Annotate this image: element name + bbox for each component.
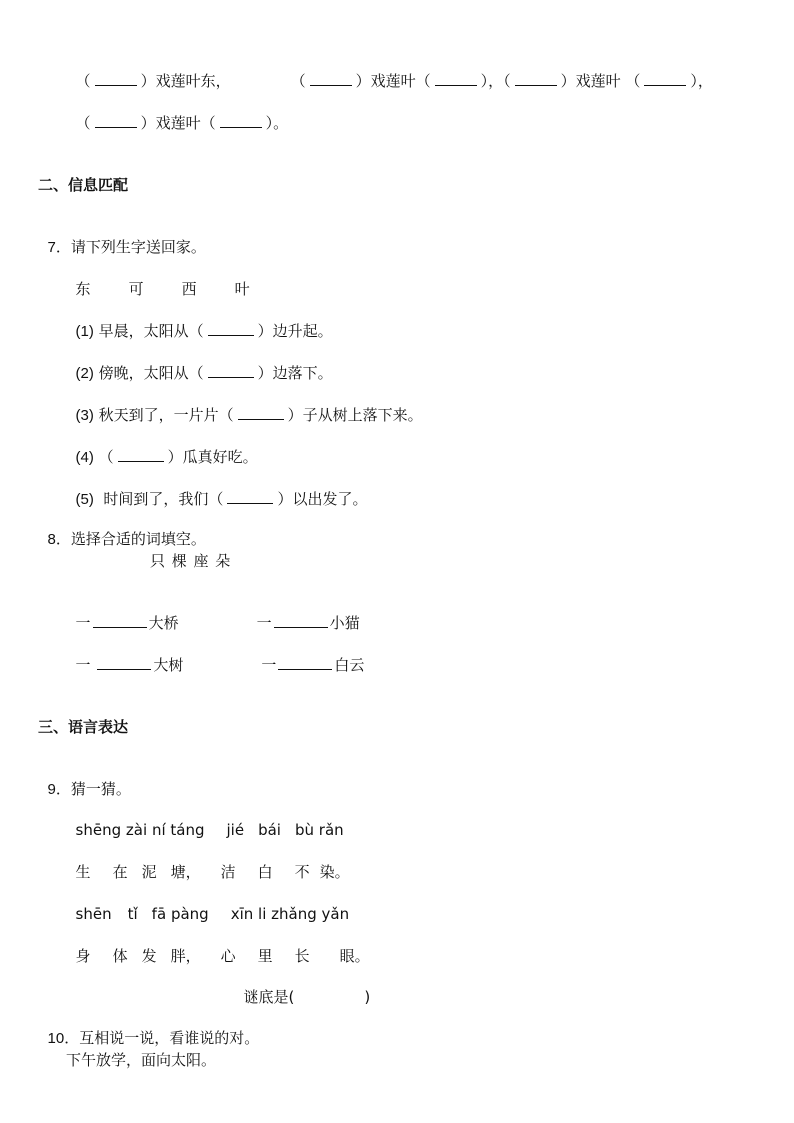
word-bank: 只 棵 座 朵 (150, 552, 231, 570)
pinyin: jié (226, 821, 245, 839)
answer-blank[interactable] (97, 656, 151, 670)
section-title: 二、信息匹配 (38, 176, 129, 194)
hanzi: 洁 (220, 863, 236, 881)
pinyin: shēn (75, 905, 112, 923)
hanzi: 泥 (141, 863, 157, 881)
answer-blank[interactable] (274, 614, 328, 628)
q7-item (66, 301, 333, 342)
answer-blank[interactable] (227, 490, 273, 504)
question-prompt: 互相说一说，看谁说的对。 (79, 1029, 260, 1047)
item-label: (1) (75, 323, 94, 340)
q8-row (66, 635, 364, 675)
item-text: ）边落下。 (257, 364, 333, 382)
hanzi: 眼。 (339, 947, 370, 965)
pinyin-line (66, 884, 349, 924)
item-text: 早晨，太阳从（ (93, 322, 204, 340)
poem-line-1 (66, 51, 713, 91)
item-text: ）以出发了。 (277, 490, 368, 508)
answer-blank[interactable] (208, 322, 254, 336)
noun: 大桥 (148, 614, 179, 632)
pinyin: rǎn (318, 821, 344, 839)
q8-row (66, 593, 360, 633)
pinyin-line (66, 800, 344, 840)
hanzi: 胖， (170, 947, 201, 965)
hanzi: 生 (75, 863, 91, 881)
pinyin: shēng (75, 821, 122, 839)
question-number: 7． (47, 239, 71, 256)
pinyin: zài (125, 821, 148, 839)
pinyin: xīn (230, 905, 254, 923)
answer-blank[interactable] (435, 72, 477, 86)
pinyin: ní (151, 821, 166, 839)
answer-blank[interactable] (310, 72, 352, 86)
answer-blank[interactable] (95, 72, 137, 86)
noun: 小猫 (329, 614, 360, 632)
answer-blank[interactable] (93, 614, 147, 628)
item-text: 秋天到了，一片片（ (93, 406, 234, 424)
text-fragment: ）戏莲叶 （ (560, 72, 641, 90)
pinyin: zhǎng (271, 905, 317, 923)
item-label: (3) (75, 407, 94, 424)
text-fragment: ）戏莲叶东， (140, 72, 231, 90)
item-text: 时间到了，我们（ (93, 490, 224, 508)
pinyin: bái (258, 821, 281, 839)
hanzi: 塘， (170, 863, 201, 881)
question-number: 8． (47, 531, 71, 548)
char-option: 叶 (234, 280, 250, 298)
measure-prefix: 一 (256, 614, 272, 632)
char-bank (66, 259, 250, 299)
char-option: 东 (75, 280, 91, 298)
question-10 (38, 1008, 259, 1049)
question-9 (38, 759, 131, 800)
measure-prefix: 一 (75, 656, 96, 674)
hanzi: 白 (257, 863, 273, 881)
item-text: 傍晚，太阳从（ (93, 364, 204, 382)
text-fragment: ），（ (480, 72, 511, 90)
hanzi: 心 (220, 947, 236, 965)
question-8 (38, 509, 206, 550)
answer-blank[interactable] (515, 72, 557, 86)
pinyin: tǐ (127, 905, 138, 923)
pinyin: fā (151, 905, 167, 923)
measure-prefix: 一 (261, 656, 277, 674)
question-7 (38, 217, 206, 258)
paren-open: （ (290, 72, 306, 90)
q7-item (66, 343, 333, 384)
measure-prefix: 一 (75, 614, 91, 632)
q7-item (66, 469, 367, 510)
answer-label: 谜底是( (243, 988, 295, 1006)
text-fragment: ）。 (265, 114, 289, 132)
text-fragment: ）戏莲叶（ (140, 114, 216, 132)
item-label: (4) (75, 449, 94, 466)
paren-open: （ (75, 72, 91, 90)
pinyin: pàng (170, 905, 209, 923)
question-prompt: 请下列生字送回家。 (70, 238, 206, 256)
section-title: 三、语言表达 (38, 718, 129, 736)
text-fragment: ）戏莲叶（ (355, 72, 431, 90)
answer-blank[interactable] (220, 114, 262, 128)
q7-item (66, 427, 258, 468)
pinyin: táng (170, 821, 205, 839)
noun: 白云 (334, 656, 365, 674)
answer-blank[interactable] (95, 114, 137, 128)
question-prompt: 猜一猜。 (70, 780, 131, 798)
question-prompt: 选择合适的词填空。 (70, 530, 206, 548)
item-text: ）瓜真好吃。 (167, 448, 258, 466)
hanzi: 身 (75, 947, 91, 965)
hanzi: 不 (294, 863, 310, 881)
char-option: 西 (181, 280, 197, 298)
q10-text: 下午放学，面向太阳。 (66, 1051, 217, 1069)
item-text: （ (93, 448, 114, 466)
paren-open: （ (75, 114, 91, 132)
char-option: 可 (128, 280, 144, 298)
pinyin: yǎn (321, 905, 350, 923)
answer-blank[interactable] (118, 448, 164, 462)
question-number: 10． (47, 1030, 80, 1047)
hanzi: 发 (141, 947, 157, 965)
q7-item (66, 385, 423, 426)
item-label: (5) (75, 491, 94, 508)
item-text: ）子从树上落下来。 (287, 406, 423, 424)
item-text: ）边升起。 (257, 322, 333, 340)
pinyin: li (258, 905, 267, 923)
paren-close: ) (364, 988, 371, 1006)
pinyin: bù (294, 821, 315, 839)
hanzi: 在 (112, 863, 128, 881)
hanzi: 长 (294, 947, 310, 965)
answer-blank[interactable] (644, 72, 686, 86)
noun: 大树 (153, 656, 184, 674)
riddle-answer (234, 967, 370, 1007)
item-label: (2) (75, 365, 94, 382)
hanzi-line (66, 926, 370, 966)
text-fragment: ）， (690, 72, 713, 90)
answer-blank[interactable] (278, 656, 332, 670)
hanzi: 体 (112, 947, 128, 965)
question-number: 9． (47, 781, 71, 798)
answer-blank[interactable] (238, 406, 284, 420)
hanzi-line (66, 842, 350, 882)
poem-line-2 (66, 93, 288, 133)
answer-blank[interactable] (208, 364, 254, 378)
hanzi: 里 (257, 947, 273, 965)
hanzi: 染。 (319, 863, 350, 881)
